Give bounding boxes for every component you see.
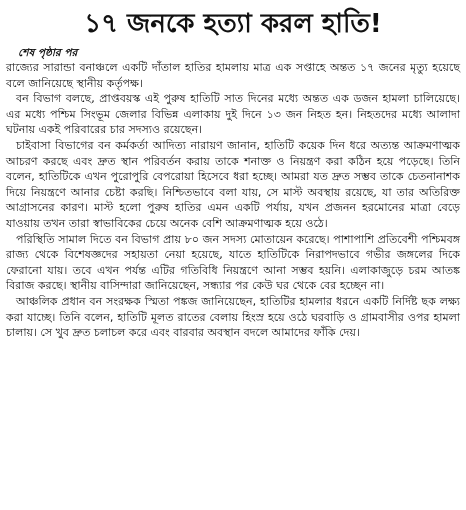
continued-from-label: শেষ পৃষ্ঠার পর [18, 47, 78, 59]
article-paragraph: পরিস্থিতি সামাল দিতে বন বিভাগ প্রায় ৮০ জন সদস্য মোতায়েন করেছে। পাশাপাশি প্রতিবেশী পশ্চিমবঙ্গ রাজ্য থেকে বিশেষজ্ঞদের সহায়তা নেয়া হয়েছে, যাতে হাতিটিকে নিরাপদভাবে গভীর জঙ্গলের দিকে ফেরানো যায়। তবে এখন পর্যন্ত এটির গতিবিধি নিয়ন্ত্রণে আনা সম্ভব হয়নি। এলাকাজুড়ে চরম আতঙ্ক বিরাজ করছে। স্থানীয় বাসিন্দারা জানিয়েছেন, সন্ধ্যার পর কেউ ঘর থেকে বের হচ্ছেন না। [6, 232, 460, 293]
article-paragraph: আঞ্চলিক প্রধান বন সংরক্ষক স্মিতা পঙ্কজ জানিয়েছেন, হাতিটির হামলার ধরনে একটি নির্দিষ্ট ছক লক্ষ্য করা যাচ্ছে। তিনি বলেন, হাতিটি মূলত রাতের বেলায় হিংস্র হয়ে ওঠে ঘরবাড়ি ও গ্রামবাসীর ওপর হামলা চালায়। সে খুব দ্রুত চলাচল করে এবং বারবার অবস্থান বদলে আমাদের ফাঁকি দেয়। [6, 294, 460, 340]
article-body [6, 60, 460, 341]
article-paragraph: রাজ্যের সারান্ডা বনাঞ্চলে একটি দাঁতাল হাতির হামলায় মাত্র এক সপ্তাহে অন্তত ১৭ জনের মৃত্যু হয়েছে বলে জানিয়েছে স্থানীয় কর্তৃপক্ষ। [6, 61, 460, 90]
article-paragraph: বন বিভাগ বলছে, প্রাপ্তবয়স্ক এই পুরুষ হাতিটি সাত দিনের মধ্যে অন্তত এক ডজন হামলা চালিয়েছে। এর মধ্যে পশ্চিম সিংভূম জেলার বিভিন্ন এলাকায় দুই দিনে ১৩ জন নিহত হন। নিহতদের মধ্যে আলাদা ঘটনায় একই পরিবারের চার সদস্যও রয়েছেন। [6, 92, 460, 137]
article-paragraph: চাইবাসা বিভাগের বন কর্মকর্তা আদিত্য নারায়ণ জানান, হাতিটি কয়েক দিন ধরে অত্যন্ত আক্রমণাত্মক আচরণ করছে এবং দ্রুত স্থান পরিবর্তন করায় তাকে শনাক্ত ও নিয়ন্ত্রণ করা কঠিন হয়ে পড়েছে। তিনি বলেন, হাতিটিকে এখন পুরোপুরি বেপরোয়া হিসেবে ধরা হচ্ছে। আমরা যত দ্রুত সম্ভব তাকে চেতনানাশক দিয়ে নিয়ন্ত্রণে আনার চেষ্টা করছি। নিশ্চিতভাবে বলা যায়, সে মাস্ট অবস্থায় রয়েছে, যা তার অতিরিক্ত আগ্রাসনের কারণ। মাস্ট হলো পুরুষ হাতির এমন একটি পর্যায়, যখন প্রজনন হরমোনের মাত্রা বেড়ে যাওয়ায় তখন তারা স্বাভাবিকের চেয়ে অনেক বেশি আক্রমণাত্মক হয়ে ওঠে। [6, 138, 460, 230]
headline: ১৭ জনকে হত্যা করল হাতি! [84, 9, 382, 39]
